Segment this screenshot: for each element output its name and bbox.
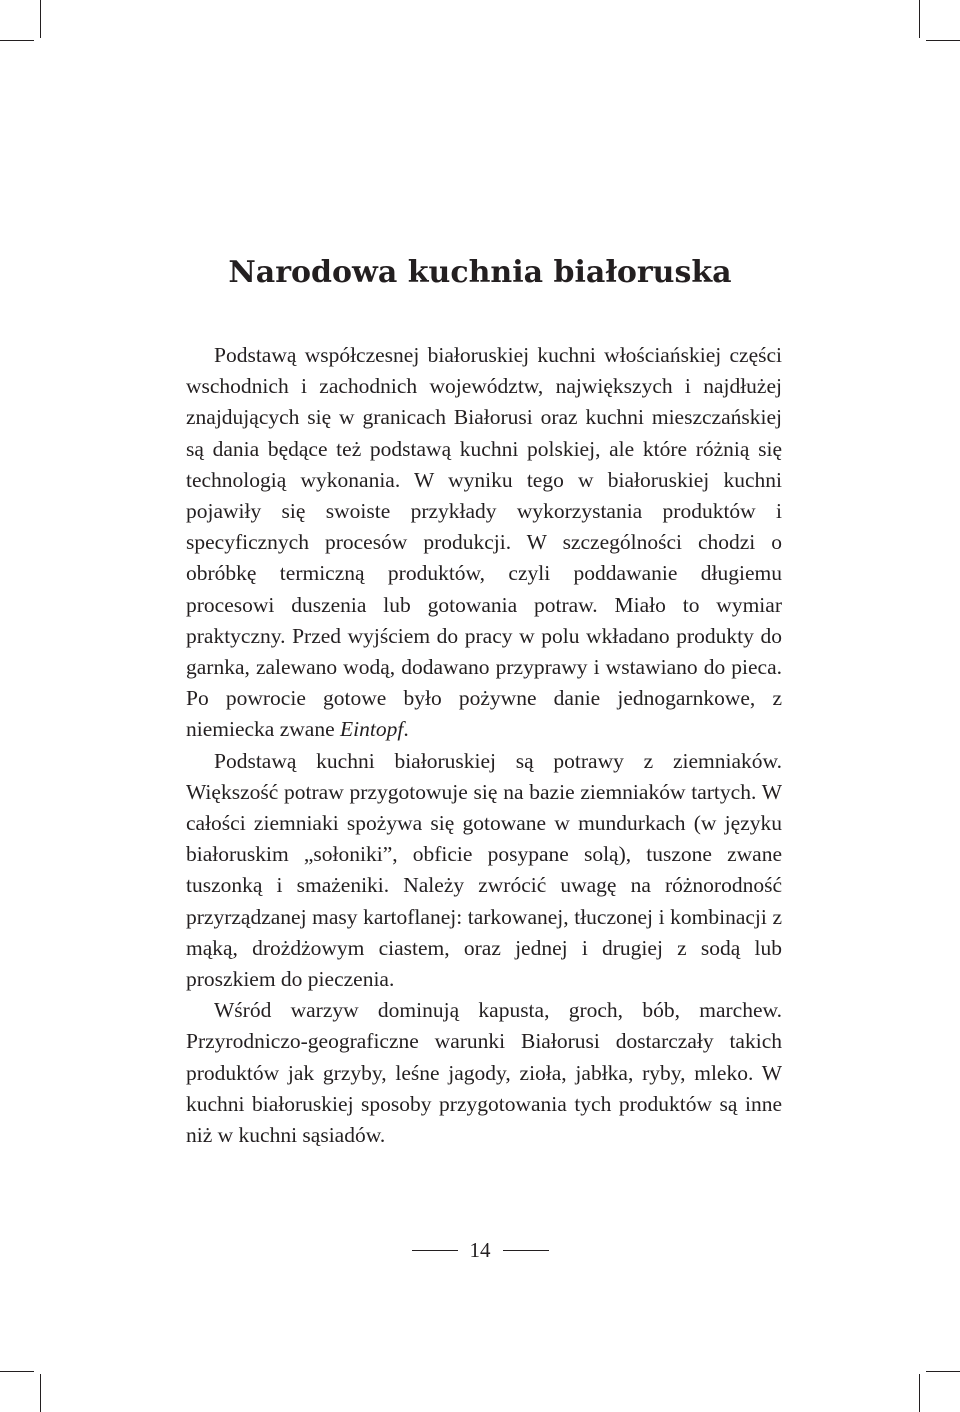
body-text <box>186 340 782 1151</box>
paragraph-2: Podstawą kuchni białoruskiej są potrawy z ziemniaków. Większość potraw przygotowuje się na bazie ziemniaków tartych. W całości ziemniaki spożywa się gotowane w mundurkach (w języku białoruskim „sołoniki”, obficie posypane solą), tuszone zwane tuszonką i smażeniki. Należy zwrócić uwagę na różnorodność przyrządzanej masy kartoflanej: tarkowanej, tłuczonej i kombinacji z mąką, drożdżowym ciastem, oraz jednej i drugiej z sodą lub proszkiem do pieczenia. <box>186 748 782 992</box>
crop-mark-top-right <box>919 0 920 38</box>
paragraph-1-text: Podstawą współczesnej białoruskiej kuchni włościańskiej części wschodnich i zachodnich województw, największych i najdłużej znajdujących się w granicach Białorusi oraz kuchni mieszczańskiej są dania będące też podstawą kuchni polskiej, ale które różnią się technologią wykonania. W wyniku tego w białoruskiej kuchni pojawiły się swoiste przykłady wykorzystania produktów i specyficznych procesów produkcji. W szczególności chodzi o obróbkę termiczną produktów, czyli poddawanie długiemu procesowi duszenia lub gotowania potraw. Miało to wymiar praktyczny. Przed wyjściem do pracy w polu wkładano produkty do garnka, zalewano wodą, dodawano przyprawy i wstawiano do pieca. Po powrocie gotowe było pożywne danie jednogarnkowe, z niemiecka zwane <box>186 343 782 742</box>
page-footer <box>0 1238 960 1263</box>
crop-mark-bottom-right-h <box>926 1371 960 1372</box>
page-number: 14 <box>469 1238 491 1262</box>
paragraph-1-emphasis: Eintopf <box>340 717 404 742</box>
crop-mark-bottom-left-h <box>0 1371 34 1372</box>
page-title: Narodowa kuchnia białoruska <box>228 255 732 290</box>
crop-mark-bottom-left <box>40 1374 41 1412</box>
paragraph-3: Wśród warzyw dominują kapusta, groch, bób, marchew. Przyrodniczo-geograficzne warunki Białorusi dostarczały takich produktów jak grzyby, leśne jagody, zioła, jabłka, ryby, mleko. W kuchni białoruskiej sposoby przygotowania tych produktów są inne niż w kuchni sąsiadów. <box>186 998 782 1148</box>
crop-mark-top-left <box>40 0 41 38</box>
paragraph-1 <box>186 340 782 746</box>
paragraph-1-tail: . <box>403 717 409 742</box>
crop-mark-top-left-h <box>0 40 34 41</box>
crop-mark-top-right-h <box>926 40 960 41</box>
folio-rule-left <box>412 1250 458 1251</box>
crop-mark-bottom-right <box>919 1374 920 1412</box>
folio-rule-right <box>503 1250 549 1251</box>
